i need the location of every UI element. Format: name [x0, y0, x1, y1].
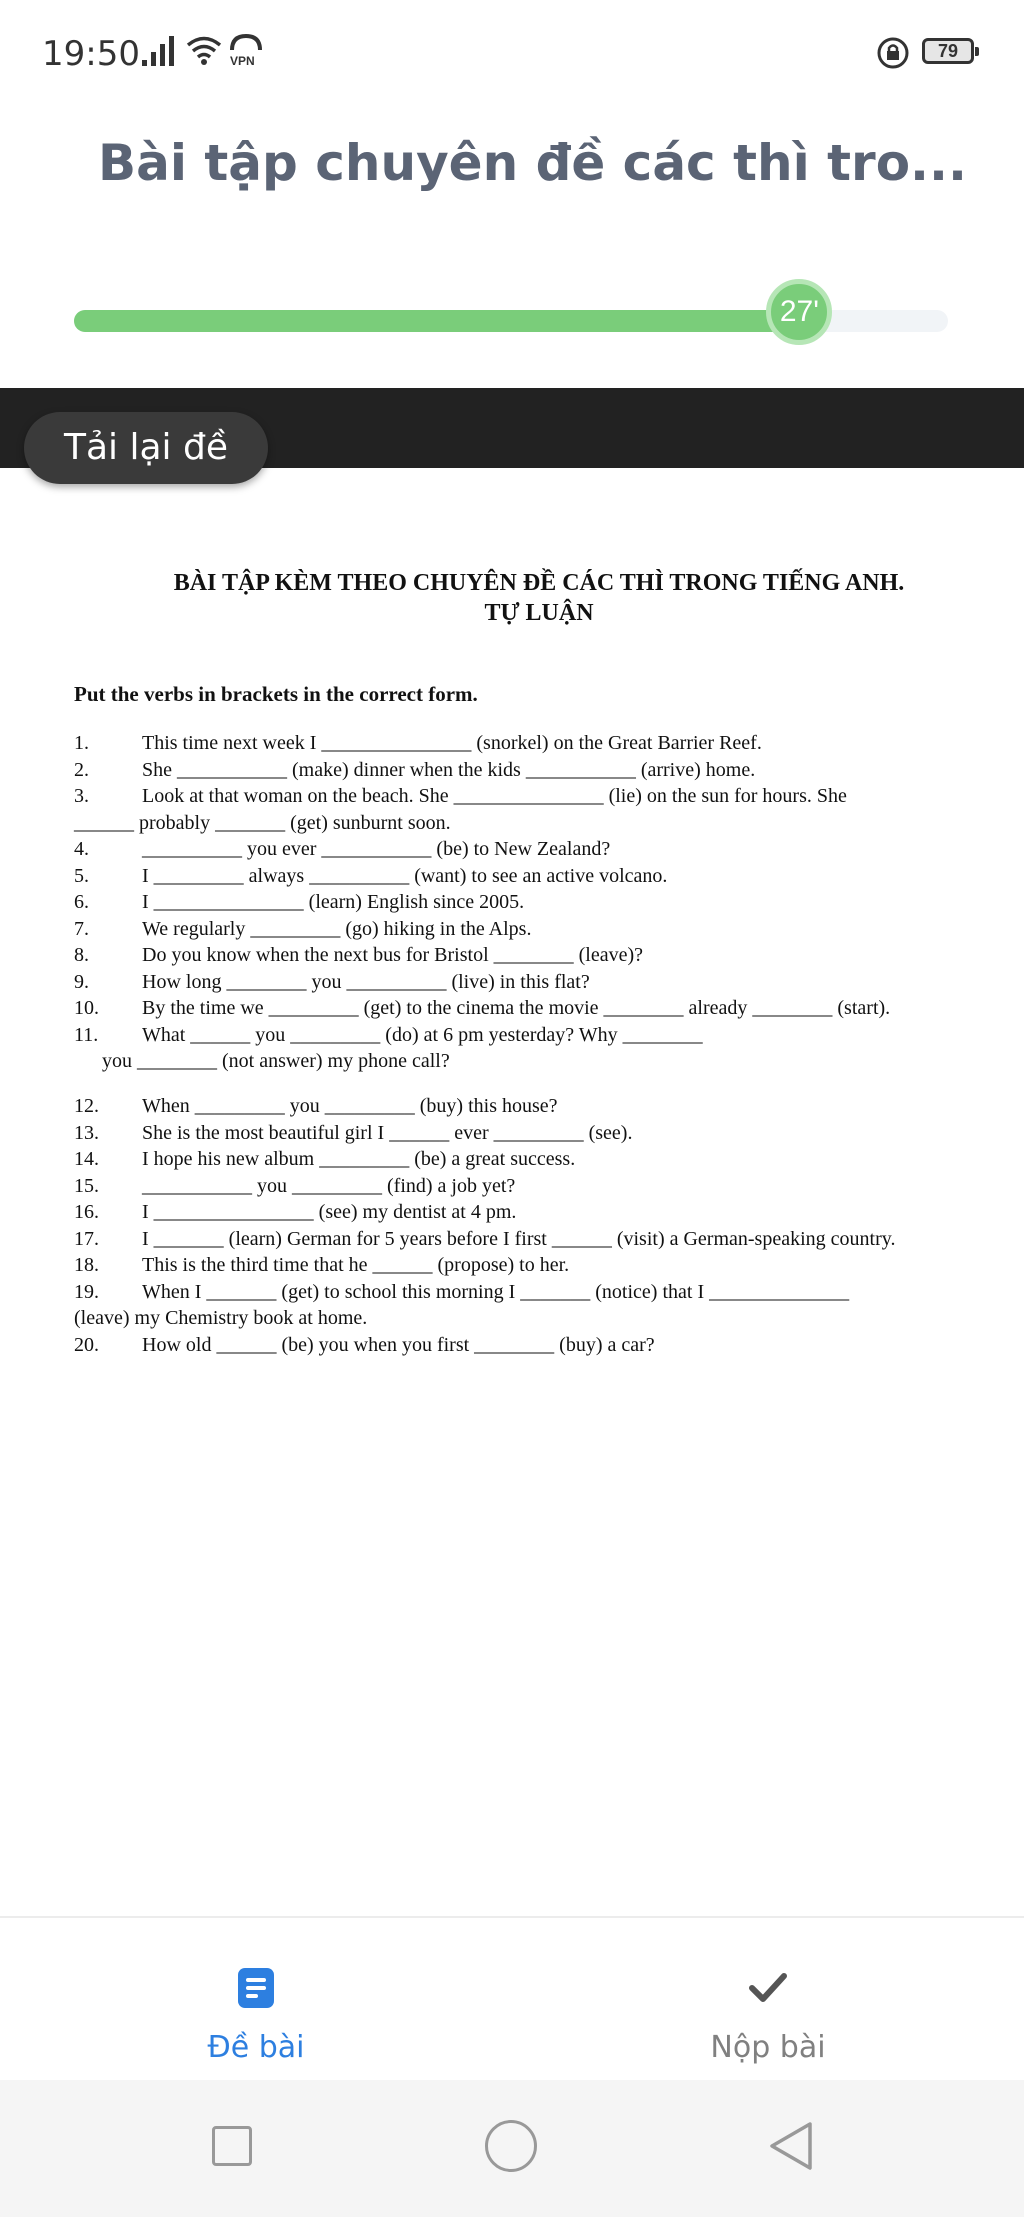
- bottom-nav: [0, 1916, 1024, 2082]
- question-text: I _________ always __________ (want) to see an active volcano.: [142, 864, 668, 887]
- question-number: 16.: [74, 1201, 99, 1224]
- home-button[interactable]: [485, 2120, 537, 2172]
- nav-tab-exam-label: Đề bài: [207, 2030, 305, 2065]
- question-number: 7.: [74, 917, 89, 940]
- question-number: 3.: [74, 785, 89, 807]
- nav-tab-submit-label: Nộp bài: [710, 2030, 826, 2065]
- timer-progress-fill: [74, 310, 799, 332]
- question-continuation-text: (leave) my Chemistry book at home.: [74, 1307, 368, 1330]
- question-number: 14.: [74, 1148, 99, 1171]
- battery-indicator: 79: [922, 38, 974, 64]
- question-text: Look at that woman on the beach. She _______________ (lie) on the sun for hours. She: [142, 785, 847, 807]
- nav-tab-submit[interactable]: [512, 1918, 1024, 2082]
- question-number: 1.: [74, 732, 89, 754]
- vpn-key-icon: [228, 34, 264, 54]
- question-number: 19.: [74, 1280, 99, 1303]
- document-heading: BÀI TẬP KÈM THEO CHUYÊN ĐỀ CÁC THÌ TRONG TIẾNG ANH.: [173, 570, 905, 596]
- checkmark-icon: [744, 1964, 792, 2012]
- question-number: 9.: [74, 970, 89, 993]
- timer-badge: 27': [766, 279, 832, 345]
- document-instruction: Put the verbs in brackets in the correct form.: [74, 682, 478, 706]
- question-number: 15.: [74, 1174, 99, 1197]
- question-text: When _________ you _________ (buy) this house?: [142, 1095, 558, 1118]
- question-text: She is the most beautiful girl I ______ ever _________ (see).: [142, 1121, 633, 1144]
- vpn-label: VPN: [230, 54, 255, 68]
- question-text: By the time we _________ (get) to the cinema the movie ________ already ________ (start).: [142, 997, 891, 1019]
- question-number: 12.: [74, 1095, 99, 1118]
- question-number: 17.: [74, 1227, 99, 1250]
- page-title: Bài tập chuyên đề các thì tro...: [98, 134, 968, 192]
- question-number: 6.: [74, 891, 89, 913]
- question-number: 11.: [74, 1023, 99, 1046]
- nav-tab-exam[interactable]: [0, 1918, 512, 2082]
- status-time: 19:50: [42, 34, 140, 74]
- question-number: 20.: [74, 1333, 99, 1356]
- question-text: This is the third time that he ______ (propose) to her.: [142, 1254, 570, 1277]
- wifi-icon: [186, 34, 222, 66]
- reload-exam-button[interactable]: Tải lại đề: [24, 412, 268, 484]
- question-text: ___________ you _________ (find) a job yet?: [142, 1174, 516, 1197]
- question-text: What ______ you _________ (do) at 6 pm yesterday? Why ________: [142, 1023, 703, 1046]
- system-nav-bar: [0, 2080, 1024, 2217]
- question-text: I _______ (learn) German for 5 years before I first ______ (visit) a German-speaking country.: [142, 1227, 896, 1250]
- question-text: I hope his new album _________ (be) a great success.: [142, 1148, 576, 1171]
- question-text: We regularly _________ (go) hiking in the Alps.: [142, 917, 532, 940]
- question-continuation-text: ______ probably _______ (get) sunburnt soon.: [74, 811, 451, 834]
- document-subheading: TỰ LUẬN: [484, 600, 594, 626]
- question-number: 2.: [74, 758, 89, 781]
- question-text: How long ________ you __________ (live) in this flat?: [142, 970, 590, 993]
- question-number: 8.: [74, 944, 89, 966]
- question-text: I ________________ (see) my dentist at 4 pm.: [142, 1201, 517, 1224]
- rotation-lock-icon: [876, 36, 910, 70]
- question-number: 10.: [74, 997, 99, 1019]
- question-number: 18.: [74, 1254, 99, 1277]
- back-button[interactable]: [768, 2120, 814, 2172]
- question-number: 5.: [74, 864, 89, 887]
- timer-progress-bar: [74, 295, 948, 332]
- question-text: __________ you ever ___________ (be) to New Zealand?: [142, 838, 611, 860]
- question-text: I _______________ (learn) English since 2005.: [142, 891, 525, 913]
- question-number: 4.: [74, 838, 89, 860]
- question-text: She ___________ (make) dinner when the kids ___________ (arrive) home.: [142, 758, 756, 781]
- question-continuation-text: you ________ (not answer) my phone call?: [102, 1050, 450, 1072]
- document-icon: [232, 1964, 280, 2012]
- question-text: This time next week I _______________ (snorkel) on the Great Barrier Reef.: [142, 732, 762, 754]
- question-number: 13.: [74, 1121, 99, 1144]
- recent-apps-button[interactable]: [212, 2126, 252, 2166]
- question-text: Do you know when the next bus for Bristol ________ (leave)?: [142, 944, 644, 966]
- question-text: When I _______ (get) to school this morning I _______ (notice) that I ______________: [142, 1280, 850, 1303]
- question-text: How old ______ (be) you when you first ________ (buy) a car?: [142, 1333, 655, 1356]
- status-bar: [0, 0, 1024, 105]
- signal-icon: [140, 34, 180, 68]
